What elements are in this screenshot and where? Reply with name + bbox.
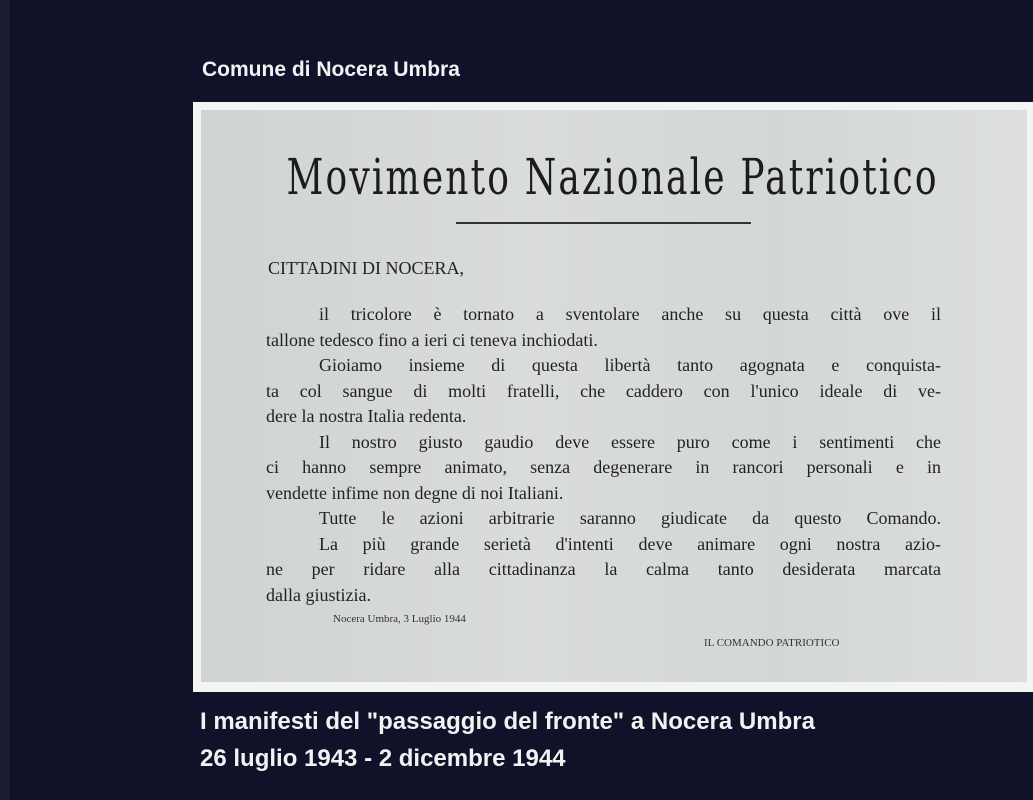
body-line: La più grande serietà d'intenti deve animare ogni nostra azio- (319, 533, 941, 554)
book-title-line-1: I manifesti del "passaggio del fronte" a Nocera Umbra (200, 708, 815, 735)
cover-spine-edge (0, 0, 10, 800)
poster-sheet (201, 110, 1027, 682)
body-line: dalla giustizia. (266, 584, 371, 605)
body-line: ci hanno sempre animato, senza degenerare in rancori personali e in (266, 457, 941, 477)
body-line: Tutte le azioni arbitrarie saranno giudicate da questo Comando. (319, 508, 941, 528)
body-line: dere la nostra Italia redenta. (266, 406, 467, 426)
body-line: ne per ridare alla cittadinanza la calma tanto desiderata marcata (266, 559, 941, 579)
poster-photo (193, 102, 1033, 692)
poster-headline: Movimento Nazionale Patriotico (286, 148, 939, 206)
poster-signature: IL COMANDO PATRIOTICO (704, 637, 840, 649)
book-title-line-2: 26 luglio 1943 - 2 dicembre 1944 (200, 745, 566, 772)
poster-address: CITTADINI DI NOCERA, (268, 258, 465, 278)
body-line: tallone tedesco fino a ieri ci teneva inchiodati. (266, 329, 598, 350)
publisher-name: Comune di Nocera Umbra (202, 58, 460, 81)
body-line: vendette infime non degne di noi Italiani. (266, 482, 564, 503)
body-line: Gioiamo insieme di questa libertà tanto agognata e conquista- (319, 355, 941, 375)
poster-body (266, 302, 941, 608)
body-line: Il nostro giusto gaudio deve essere puro come i sentimenti che (319, 431, 941, 452)
headline-rule (456, 222, 751, 224)
poster-date: Nocera Umbra, 3 Luglio 1944 (333, 613, 466, 625)
book-title (200, 703, 815, 777)
body-line: ta col sangue di molti fratelli, che caddero con l'unico ideale di ve- (266, 380, 941, 401)
body-line: il tricolore è tornato a sventolare anche su questa città ove il (319, 304, 941, 324)
